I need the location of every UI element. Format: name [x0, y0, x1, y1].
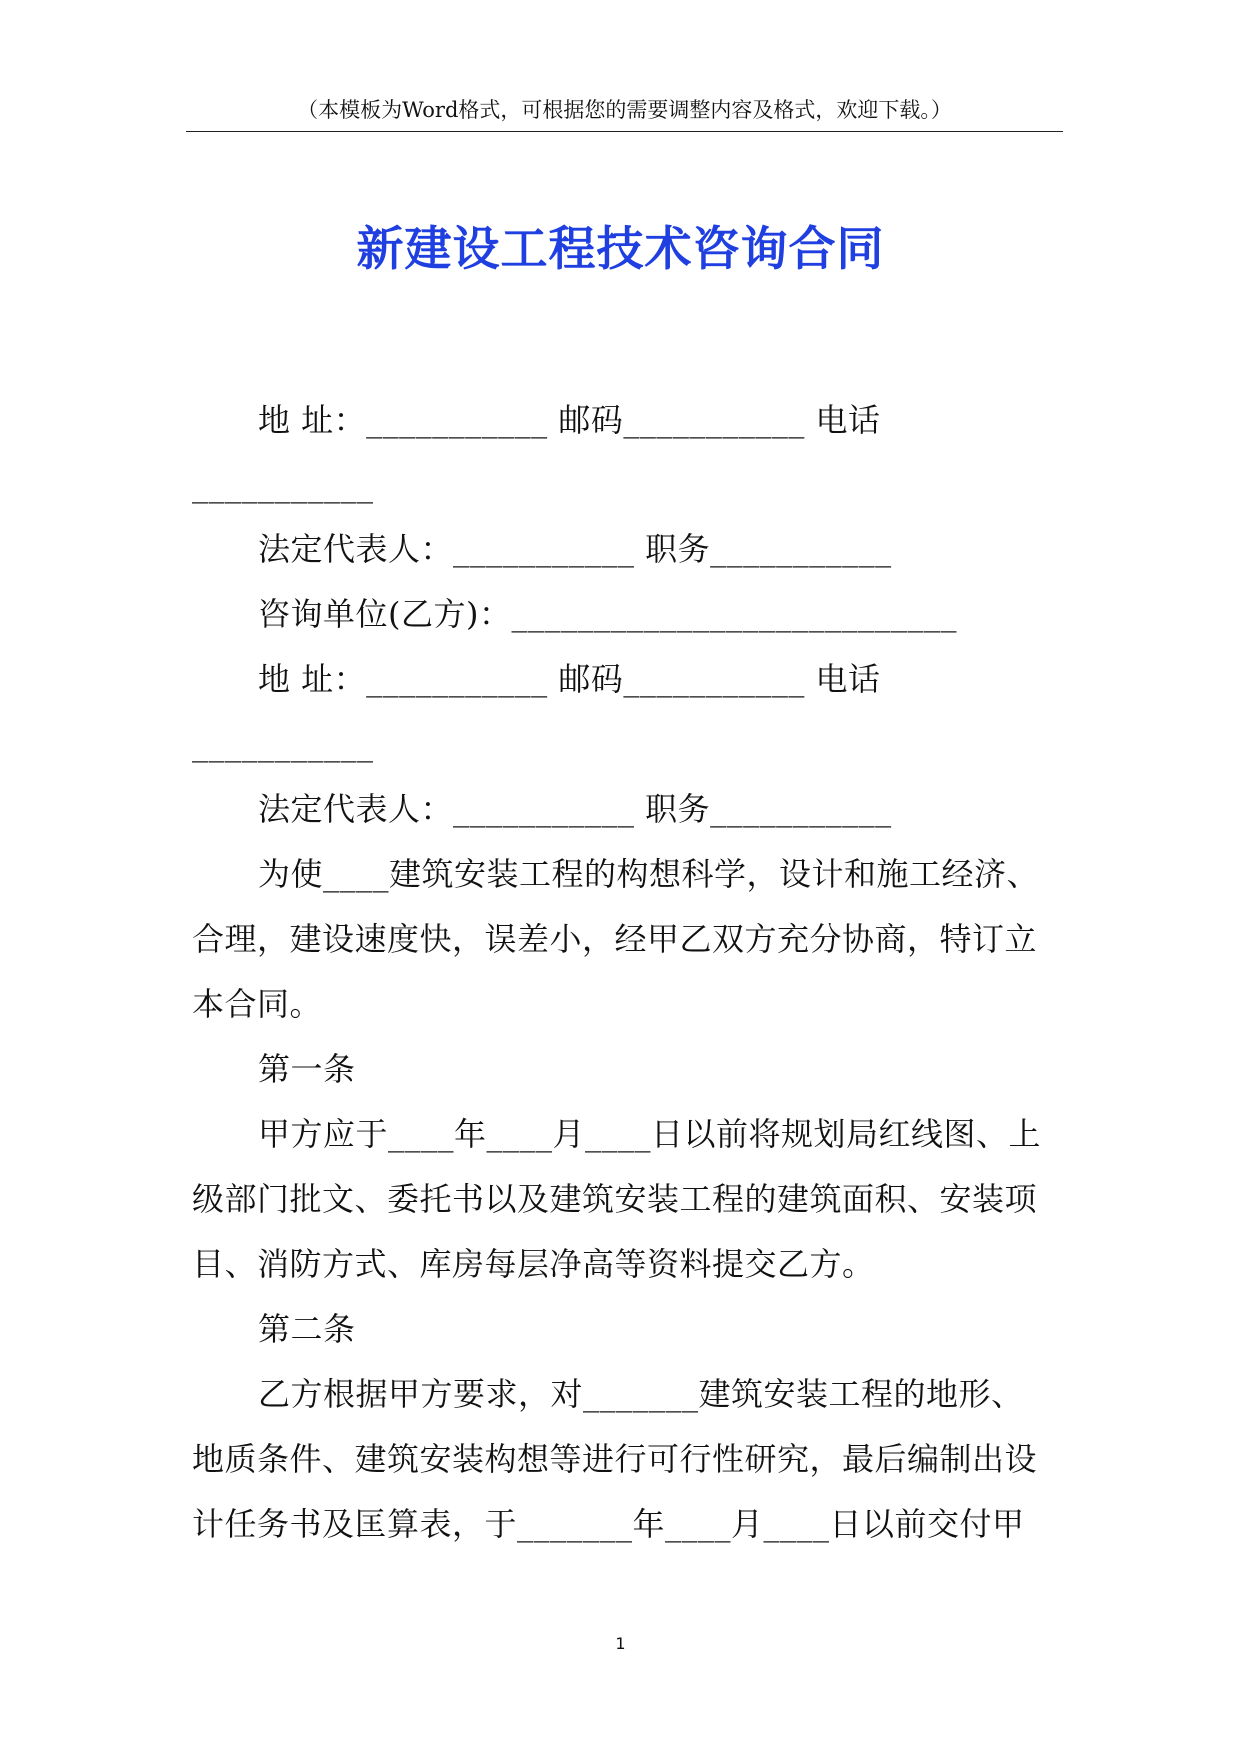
party-a-representative-line: 法定代表人：___________ 职务___________ — [258, 530, 892, 568]
party-a-address-line: 地 址：___________ 邮码___________ 电话 — [258, 401, 881, 439]
preamble-line-2: 合理，建设速度快，误差小，经甲乙双方充分协商，特订立 — [192, 920, 1038, 958]
header-divider — [186, 131, 1063, 132]
article-2-line-1: 乙方根据甲方要求，对_______建筑安装工程的地形、 — [258, 1375, 1024, 1413]
preamble-line-1: 为使____建筑安装工程的构想科学，设计和施工经济、 — [258, 855, 1040, 893]
party-a-phone-blank: ___________ — [192, 466, 374, 504]
article-1-line-2: 级部门批文、委托书以及建筑安装工程的建筑面积、安装项 — [192, 1180, 1038, 1218]
page-number: 1 — [615, 1634, 626, 1653]
preamble-line-3: 本合同。 — [192, 985, 323, 1023]
article-1-line-1: 甲方应于____年____月____日以前将规划局红线图、上 — [258, 1115, 1042, 1153]
article-2-line-3: 计任务书及匡算表，于_______年____月____日以前交付甲 — [192, 1505, 1025, 1543]
article-1-line-3: 目、消防方式、库房每层净高等资料提交乙方。 — [192, 1245, 875, 1283]
party-b-unit-line: 咨询单位(乙方)：___________________________ — [258, 595, 957, 633]
document-title: 新建设工程技术咨询合同 — [356, 222, 885, 277]
article-2-heading: 第二条 — [258, 1310, 356, 1348]
article-1-heading: 第一条 — [258, 1050, 356, 1088]
party-b-phone-blank: ___________ — [192, 725, 374, 763]
template-note: （本模板为Word格式，可根据您的需要调整内容及格式，欢迎下载。） — [297, 98, 952, 122]
party-b-representative-line: 法定代表人：___________ 职务___________ — [258, 790, 892, 828]
party-b-address-line: 地 址：___________ 邮码___________ 电话 — [258, 660, 881, 698]
article-2-line-2: 地质条件、建筑安装构想等进行可行性研究，最后编制出设 — [192, 1440, 1038, 1478]
